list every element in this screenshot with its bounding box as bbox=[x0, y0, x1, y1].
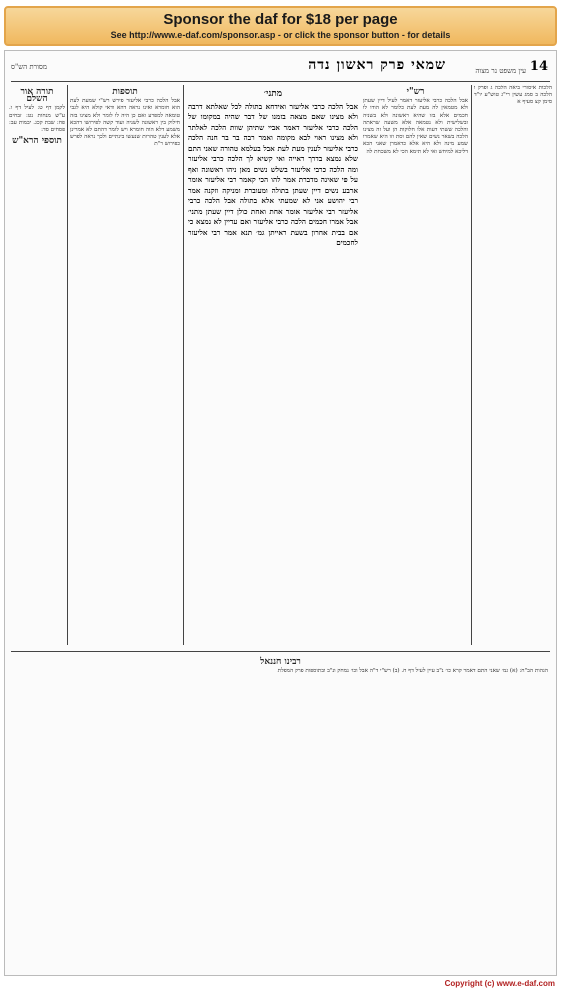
gemara-column bbox=[188, 85, 358, 505]
masoret-text: לקמן דף ט: לעיל דף ו. ע"ש מנחות נט: זבחים פח: שבת קכג. יבמות עב: פסחים סד: bbox=[9, 105, 65, 134]
lower-commentary bbox=[13, 655, 548, 945]
tosafot-column bbox=[70, 85, 180, 645]
sponsor-title[interactable]: Sponsor the daf for $18 per page bbox=[163, 11, 398, 28]
gemara-left-rule bbox=[183, 85, 184, 645]
left-margin-rule bbox=[67, 85, 68, 645]
tosafot-text: אבל הלכה כרבי אליעזר פירש רש"י שמעת לעת הוא חומרא ואינו נראה דהא ודאי קולא היא לגבי טומאה למפרע ואם כן היה לו לומר ולא מצינו בזה חילוק בין ראשונה לשניה ועוד קשה לפירושו דהכא משמע דלא הוה חומרא ויש לומר דהתם לא אמרינן אלא לענין טהרות שנעשו בינתיים ולכך נראה לפרש כפירוש ר"ת bbox=[70, 98, 180, 148]
page-number: 14 bbox=[529, 59, 548, 74]
ein-mishpat-label: עין משפט נר מצוה bbox=[475, 67, 526, 75]
ein-mishpat-column bbox=[474, 85, 552, 645]
sponsor-banner[interactable] bbox=[4, 6, 557, 46]
rashi-column bbox=[363, 85, 468, 505]
lower-rule bbox=[11, 651, 550, 652]
page-header bbox=[5, 57, 556, 79]
tosafot-harosh-label: תוספי הרא"ש bbox=[12, 136, 62, 147]
masoret-hashas-column bbox=[9, 85, 65, 645]
mishnah-label: מתני׳ bbox=[263, 89, 283, 99]
masoret-label: מסורת הש"ס bbox=[11, 63, 48, 71]
rashi-label: רש"י bbox=[406, 87, 425, 97]
ein-mishpat-text: הלכות איסורי ביאה הלכה ג ופרק ו הלכה ב סמג עשין רי"ג טוש"ע יו"ד סימן קצ סעיף א bbox=[474, 85, 552, 106]
rabbeinu-chananel-label: רבינו חננאל bbox=[260, 657, 301, 667]
header-rule bbox=[11, 81, 550, 82]
copyright-text[interactable]: Copyright (c) www.e-daf.com bbox=[444, 979, 555, 988]
gemara-text: אבל הלכה כרבי אליעזר ואידחא בתולה לכל שאלתא דרבה ולא מצינו שאם מצאה בזמנו של דבר שהיה במקומו של הלכה כרבי אליעזר דאמר אביי שתיהן שוות הלכה לאלתר ולא מצינו ראוי לבא מקומה ואמר רבה בר בר חנה הלכה כרבי אליעזר לענין מעת לעת אבל בעלמא טהורה שאני התם שלא נמצא בדרך ראייה ואי קשיא לך הלכה כרבי אליעזר ומה הלכה כרבי אליעזר בשלש נשים מאן ניהו ראשונה ואף על פי שאינה מדברת אמר להו הכי קאמר רבי אליעזר אומר ארבע נשים דיין שעתן בתולה ומעוברת ומניקה וזקנה אמר רבי יהושע אני לא שמעתי אלא בתולה אבל הלכה כרבי אליעזר רבי אליעזר אומר אחת ואחת כולן דיין שעתן מתני׳ אבל אמרו חכמים הלכה כרבי אליעזר ואם עדיין לא נמצא כי אם בבית אחרון בשעת ראייתן גמ׳ תנא אמר רבי אליעזר לחכמים bbox=[188, 101, 358, 247]
tosafot-label: תוספות bbox=[112, 87, 138, 97]
rashi-text: אבל הלכה כרבי אליעזר דאמר לעיל דיין שעתן ולא מטמאין לה מעת לעת כלומר לא הודו לו חכמים אלא בזו שהיא ראשונה ולא בשניה ובשלישית ולא נטמאה אלא משעה שראתה והלכה ששתי דעות אלו חלוקות הן ועל זה מצינו הלכה בשאר נשים שאין להם וסת וזו היא שאמרו שמע מינה ולא היא אלא כדאמרן שאני הכא דליכא למיחש ואי לא תימא הכי לא משכחת לה bbox=[363, 98, 468, 155]
masechta-title: שמאי פרק ראשון נדה bbox=[308, 57, 446, 73]
right-margin-rule bbox=[471, 85, 472, 645]
talmud-page bbox=[4, 50, 557, 976]
sponsor-subtitle[interactable]: See http://www.e-daf.com/sponsor.asp - or click the sponsor button - for details bbox=[110, 30, 451, 40]
torah-ohr-label: תורה אור השלם bbox=[20, 87, 54, 105]
bottom-notes-text: הגהות הב"ח: (א) גמ׳ שאני התם דאמר קרא כו׳ נ"ב עיין לעיל דף ח. (ב) רש"י ד"ה אבל וכו׳ נמחק ונ"ב ובתוספות פרק המפלת bbox=[277, 668, 548, 675]
